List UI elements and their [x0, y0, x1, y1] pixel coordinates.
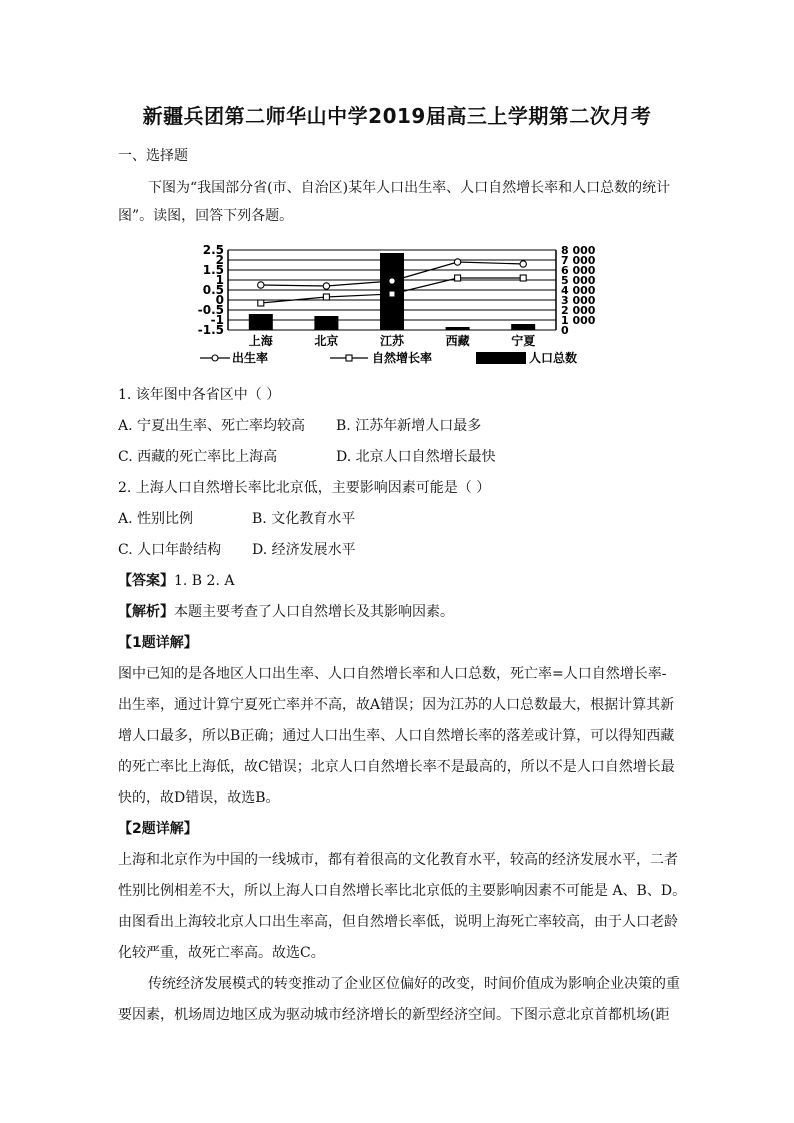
right-tick-label: 4 000 — [561, 284, 596, 297]
question-2-stem: 2. 上海人口自然增长率比北京低，主要影响因素可能是（ ） — [118, 480, 491, 496]
legend-square-marker — [346, 355, 352, 361]
category-label: 上海 — [248, 334, 273, 348]
population-bar — [249, 314, 273, 330]
population-bar — [314, 316, 338, 330]
analysis-line — [118, 602, 678, 622]
legend-label: 自然增长率 — [372, 351, 433, 365]
right-tick-label: 7 000 — [561, 254, 596, 267]
right-tick-label: 1 000 — [561, 314, 596, 327]
category-labels — [249, 333, 535, 348]
birth-rate-point — [454, 259, 460, 265]
right-axis-ticks — [561, 244, 596, 337]
question-1-stem: 1. 该年图中各省区中（ ） — [118, 387, 281, 403]
page-title: 新疆兵团第二师华山中学2019届高三上学期第二次月考 — [142, 104, 652, 128]
detail-2-line: 上海和北京作为中国的一线城市，都有着很高的文化教育水平，较高的经济发展水平，二者 — [118, 852, 678, 868]
left-tick-label: 2.5 — [202, 243, 224, 257]
section-heading: 一、选择题 — [118, 148, 188, 164]
category-label: 江苏 — [379, 334, 405, 348]
detail-1-label: 【1题详解】 — [118, 635, 198, 651]
detail-1-line: 图中已知的是各地区人口出生率、人口自然增长率和人口总数，死亡率=人口自然增长率- — [118, 666, 667, 682]
left-tick-label: 1.5 — [202, 263, 224, 277]
detail-2-line: 由图看出上海较北京人口出生率高，但自然增长率低，说明上海死亡率较高，由于人口老龄 — [118, 914, 678, 930]
answer-text: 1. B 2. A — [174, 573, 235, 589]
right-tick-label: 5 000 — [561, 274, 596, 287]
legend-label: 出生率 — [232, 351, 269, 365]
q1-option-b[interactable]: B. 江苏年新增人口最多 — [336, 418, 482, 434]
legend-label: 人口总数 — [529, 351, 578, 365]
population-bar — [446, 327, 470, 330]
intro-line-2: 图”。读图，回答下列各题。 — [118, 208, 294, 224]
growth-rate-point — [455, 275, 461, 281]
q1-option-c[interactable]: C. 西藏的死亡率比上海高 — [118, 449, 278, 465]
right-tick-label: 2 000 — [561, 304, 596, 317]
left-tick-label: 0.5 — [202, 283, 224, 297]
population-chart — [190, 236, 610, 370]
right-tick-label: 0 — [561, 324, 569, 337]
left-tick-label: -1.5 — [197, 323, 224, 337]
population-bar — [511, 324, 535, 330]
q2-option-a[interactable]: A. 性别比例 — [118, 511, 194, 527]
left-tick-label: -1 — [210, 313, 224, 327]
answer-label: 【答案】 — [118, 573, 174, 589]
right-tick-label: 8 000 — [561, 244, 596, 257]
category-label: 西藏 — [445, 334, 470, 348]
birth-rate-point — [520, 261, 526, 267]
q1-option-d[interactable]: D. 北京人口自然增长最快 — [336, 449, 496, 465]
birth-rate-point — [389, 278, 395, 284]
growth-rate-point — [520, 275, 526, 281]
right-tick-label: 6 000 — [561, 264, 596, 277]
detail-2-label: 【2题详解】 — [118, 821, 198, 837]
q2-option-c[interactable]: C. 人口年龄结构 — [118, 542, 222, 558]
growth-rate-point — [258, 300, 264, 306]
detail-2-line: 化较严重，故死亡率高。故选C。 — [118, 945, 325, 961]
analysis-text: 本题主要考查了人口自然增长及其影响因素。 — [174, 604, 454, 620]
growth-rate-point — [323, 294, 329, 300]
birth-rate-point — [323, 283, 329, 289]
analysis-label: 【解析】 — [118, 604, 174, 620]
left-tick-label: 0 — [215, 293, 224, 307]
birth-rate-point — [258, 282, 264, 288]
q2-option-b[interactable]: B. 文化教育水平 — [252, 511, 356, 527]
left-tick-label: 2 — [215, 253, 224, 267]
next-passage-line-1: 传统经济发展模式的转变推动了企业区位偏好的改变，时间价值成为影响企业决策的重 — [148, 976, 680, 992]
detail-1-line: 增人口最多，所以B正确；通过人口出生率、人口自然增长率的落差或计算，可以得知西藏 — [118, 728, 675, 744]
detail-1-line: 快的，故D错误，故选B。 — [118, 790, 280, 806]
right-tick-label: 3 000 — [561, 294, 596, 307]
intro-line-1: 下图为“我国部分省(市、自治区)某年人口出生率、人口自然增长率和人口总数的统计 — [148, 180, 671, 196]
growth-rate-point — [389, 291, 395, 297]
chart-legend — [200, 350, 577, 365]
q2-option-d[interactable]: D. 经济发展水平 — [252, 542, 356, 558]
q1-option-a[interactable]: A. 宁夏出生率、死亡率均较高 — [118, 418, 306, 434]
left-tick-label: -0.5 — [197, 303, 224, 317]
answer-line — [118, 571, 678, 591]
legend-bar-swatch — [476, 352, 526, 364]
detail-1-line: 的死亡率比上海低，故C错误；北京人口自然增长率不是最高的，所以不是人口自然增长最 — [118, 759, 675, 775]
category-label: 宁夏 — [511, 334, 536, 348]
next-passage-line-2: 要因素，机场周边地区成为驱动城市经济增长的新型经济空间。下图示意北京首都机场(距 — [118, 1007, 670, 1023]
left-tick-label: 1 — [215, 273, 224, 287]
detail-1-line: 出生率，通过计算宁夏死亡率并不高，故A错误；因为江苏的人口总数最大，根据计算其新 — [118, 697, 675, 713]
left-axis-ticks — [198, 243, 224, 337]
detail-2-line: 性别比例相差不大，所以上海人口自然增长率比北京低的主要影响因素不可能是 A、B、D。 — [118, 883, 687, 899]
legend-circle-marker — [212, 355, 218, 361]
category-label: 北京 — [314, 334, 339, 348]
